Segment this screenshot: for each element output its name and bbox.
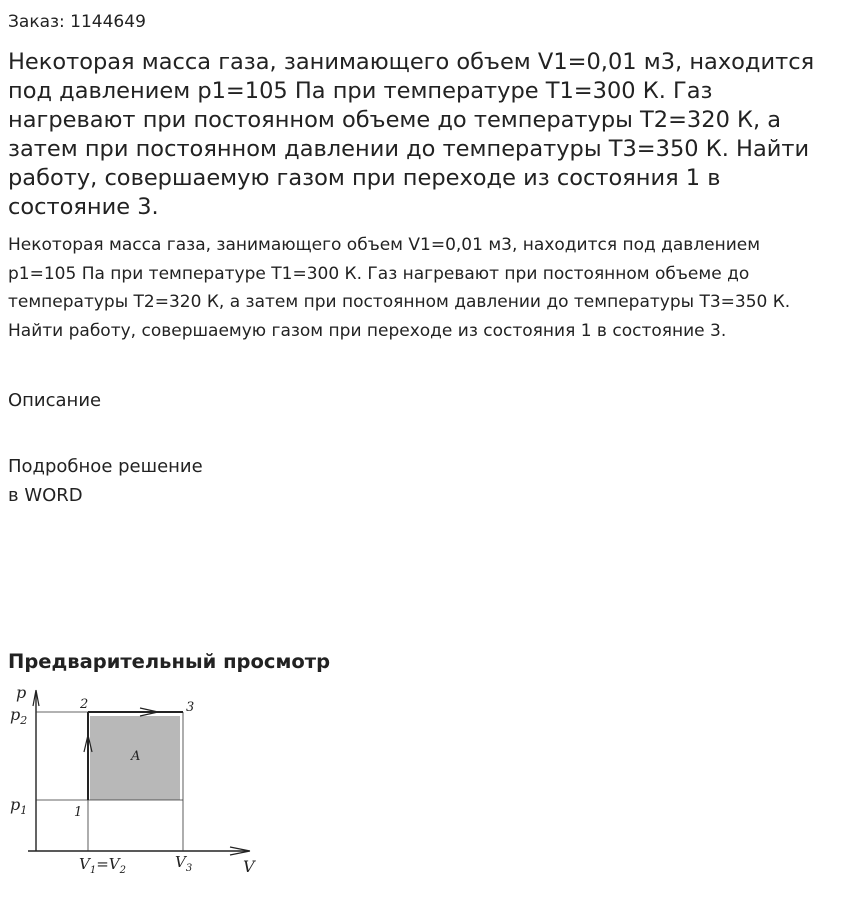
v1v2-label: $V_1=V_2$ <box>79 855 126 876</box>
description-label: Описание <box>8 390 102 411</box>
point-1-label: 1 <box>74 805 83 820</box>
preview-title: Предварительный просмотр <box>8 650 331 673</box>
solution-line-1: Подробное решение <box>8 456 203 477</box>
p2-label: $p_2$ <box>10 705 28 727</box>
point-3-label: 3 <box>186 700 195 715</box>
v3-label: $V_3$ <box>175 853 193 874</box>
solution-line-2: в WORD <box>8 485 83 506</box>
order-number: Заказ: 1144649 <box>8 12 146 32</box>
pv-diagram <box>0 680 270 880</box>
axis-v-label: V <box>243 857 255 876</box>
task-description: Некоторая масса газа, занимающего объем V1=0,01 м3, находится под давлением p1=105 Па при температуре Т1=300 К. Газ нагревают при постоянном объеме до температуры Т2=320 К, а затем при постоянном давлении до температуры Т3=350 К. Найти работу, совершаемую газом при переходе из состояния 1 в состояние 3. <box>8 235 791 341</box>
point-2-label: 2 <box>80 697 89 712</box>
axis-p-label: p <box>16 683 27 702</box>
solution-note <box>8 452 203 510</box>
area-label: A <box>131 749 141 764</box>
task-title: Некоторая масса газа, занимающего объем V1=0,01 м3, находится под давлением p1=105 Па при температуре Т1=300 К. Газ нагревают при постоянном объеме до температуры Т2=320 К, а затем при постоянном давлении до температуры Т3=350 К. Найти работу, совершаемую газом при переходе из состояния 1 в состояние 3. <box>8 49 815 220</box>
p1-label: $p_1$ <box>10 795 28 817</box>
